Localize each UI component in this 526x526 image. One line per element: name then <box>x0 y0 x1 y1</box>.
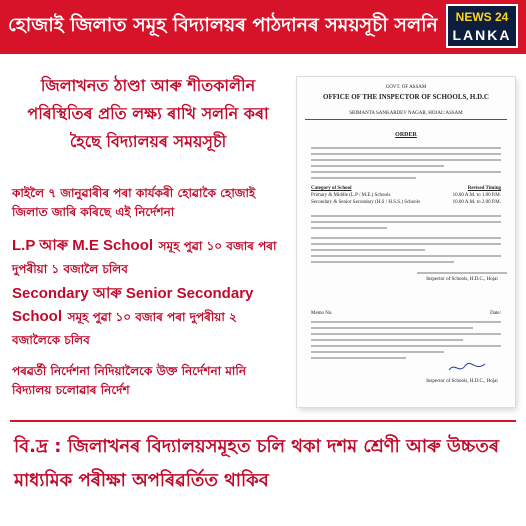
doc-row2-category: Secondary & Senior Secondary (H.S / H.S.S.) Schools <box>311 200 421 205</box>
doc-signatory: Inspector of Schools, H.D.C., Hojai <box>426 277 498 282</box>
news24-lanka-logo <box>446 4 518 48</box>
secondary-school-paragraph <box>12 282 282 351</box>
headline: হোজাই জিলাত সমূহ বিদ্যালয়ৰ পাঠদানৰ সময়সূচী সলনি <box>8 14 438 36</box>
panel-title: জিলাখনত ঠাণ্ডা আৰু শীতকালীন পৰিস্থিতিৰ প্ৰতি লক্ষ্য ৰাখি সলনি কৰা হৈছে বিদ্যালয়ৰ সময়সূচী <box>27 76 269 151</box>
doc-timing-table <box>311 185 501 206</box>
doc-row2-timing: 10.00 A.M. to 2.00 P.M. <box>452 200 501 205</box>
secondary-school-timing: সমূহ পুৱা ১০ বজাৰ পৰা দুপৰীয়া ২ বজালৈকে চলিব <box>12 310 237 347</box>
logo-line1: NEWS 24 <box>455 10 509 24</box>
lp-me-school-paragraph <box>12 234 282 280</box>
doc-body-text-2 <box>311 215 501 233</box>
doc-body-text-1 <box>311 147 501 183</box>
doc-signature-block <box>417 272 507 283</box>
doc-address: SRIMANTA SANKARDEV NAGAR, HOJAI::ASSAM <box>305 111 507 120</box>
doc-memo-line <box>311 311 501 317</box>
left-text-panel <box>0 54 282 414</box>
doc-signature-block-2 <box>417 379 507 385</box>
doc-govt-line: GOVT. OF ASSAM <box>385 85 427 90</box>
header-banner <box>0 0 526 54</box>
doc-table-head-timing: Revised Timing <box>467 186 501 191</box>
lp-me-school-label: L.P আৰু M.E School <box>12 237 154 254</box>
doc-memo-no: Memo No. <box>311 311 333 316</box>
doc-row1-category: Primary & Middle (L.P / M.E.) Schools <box>311 193 391 198</box>
doc-office-title: OFFICE OF THE INSPECTOR OF SCHOOLS, H.D.C <box>323 93 489 101</box>
doc-table-head-category: Category of School <box>311 186 352 191</box>
footer-note-box <box>10 420 516 518</box>
doc-copy-list <box>311 321 501 363</box>
doc-memo-date: Date: <box>490 311 501 316</box>
further-instruction-paragraph: পৰৱৰ্তী নিৰ্দেশনা নিদিয়ালৈকে উক্ত নিৰ্দেশনা মানি বিদ্যালয় চলোৱাৰ নিৰ্দেশ <box>12 364 247 397</box>
effective-date-paragraph: কাইলৈ ৭ জানুৱাৰীৰ পৰা কাৰ্যকৰী হোৱাকৈ হোজাই জিলাত জাৰি কৰিছে এই নিৰ্দেশনা <box>12 186 256 219</box>
logo-line2: LANKA <box>452 27 512 43</box>
secondary-school-label: Secondary আৰু Senior Secondary School <box>12 285 254 325</box>
doc-row1-timing: 10.00 A.M. to 1.00 P.M. <box>452 193 501 198</box>
doc-body-text-3 <box>311 237 501 267</box>
official-order-document <box>297 77 515 407</box>
footer-note: বি.দ্ৰ : জিলাখনৰ বিদ্যালয়সমূহত চলি থকা দশম শ্ৰেণী আৰু উচ্চতৰ মাধ্যমিক পৰীক্ষা অপৰিৱৰ্তিত থাকিব <box>14 436 499 491</box>
lp-me-school-timing: সমূহ পুৱা ১০ বজাৰ পৰা দুপৰীয়া ১ বজালৈ চলিব <box>12 239 277 276</box>
doc-signatory-2: Inspector of Schools, H.D.C., Hojai <box>426 379 498 384</box>
doc-order-heading: ORDER <box>395 132 417 138</box>
handwritten-signature-icon <box>447 360 487 374</box>
